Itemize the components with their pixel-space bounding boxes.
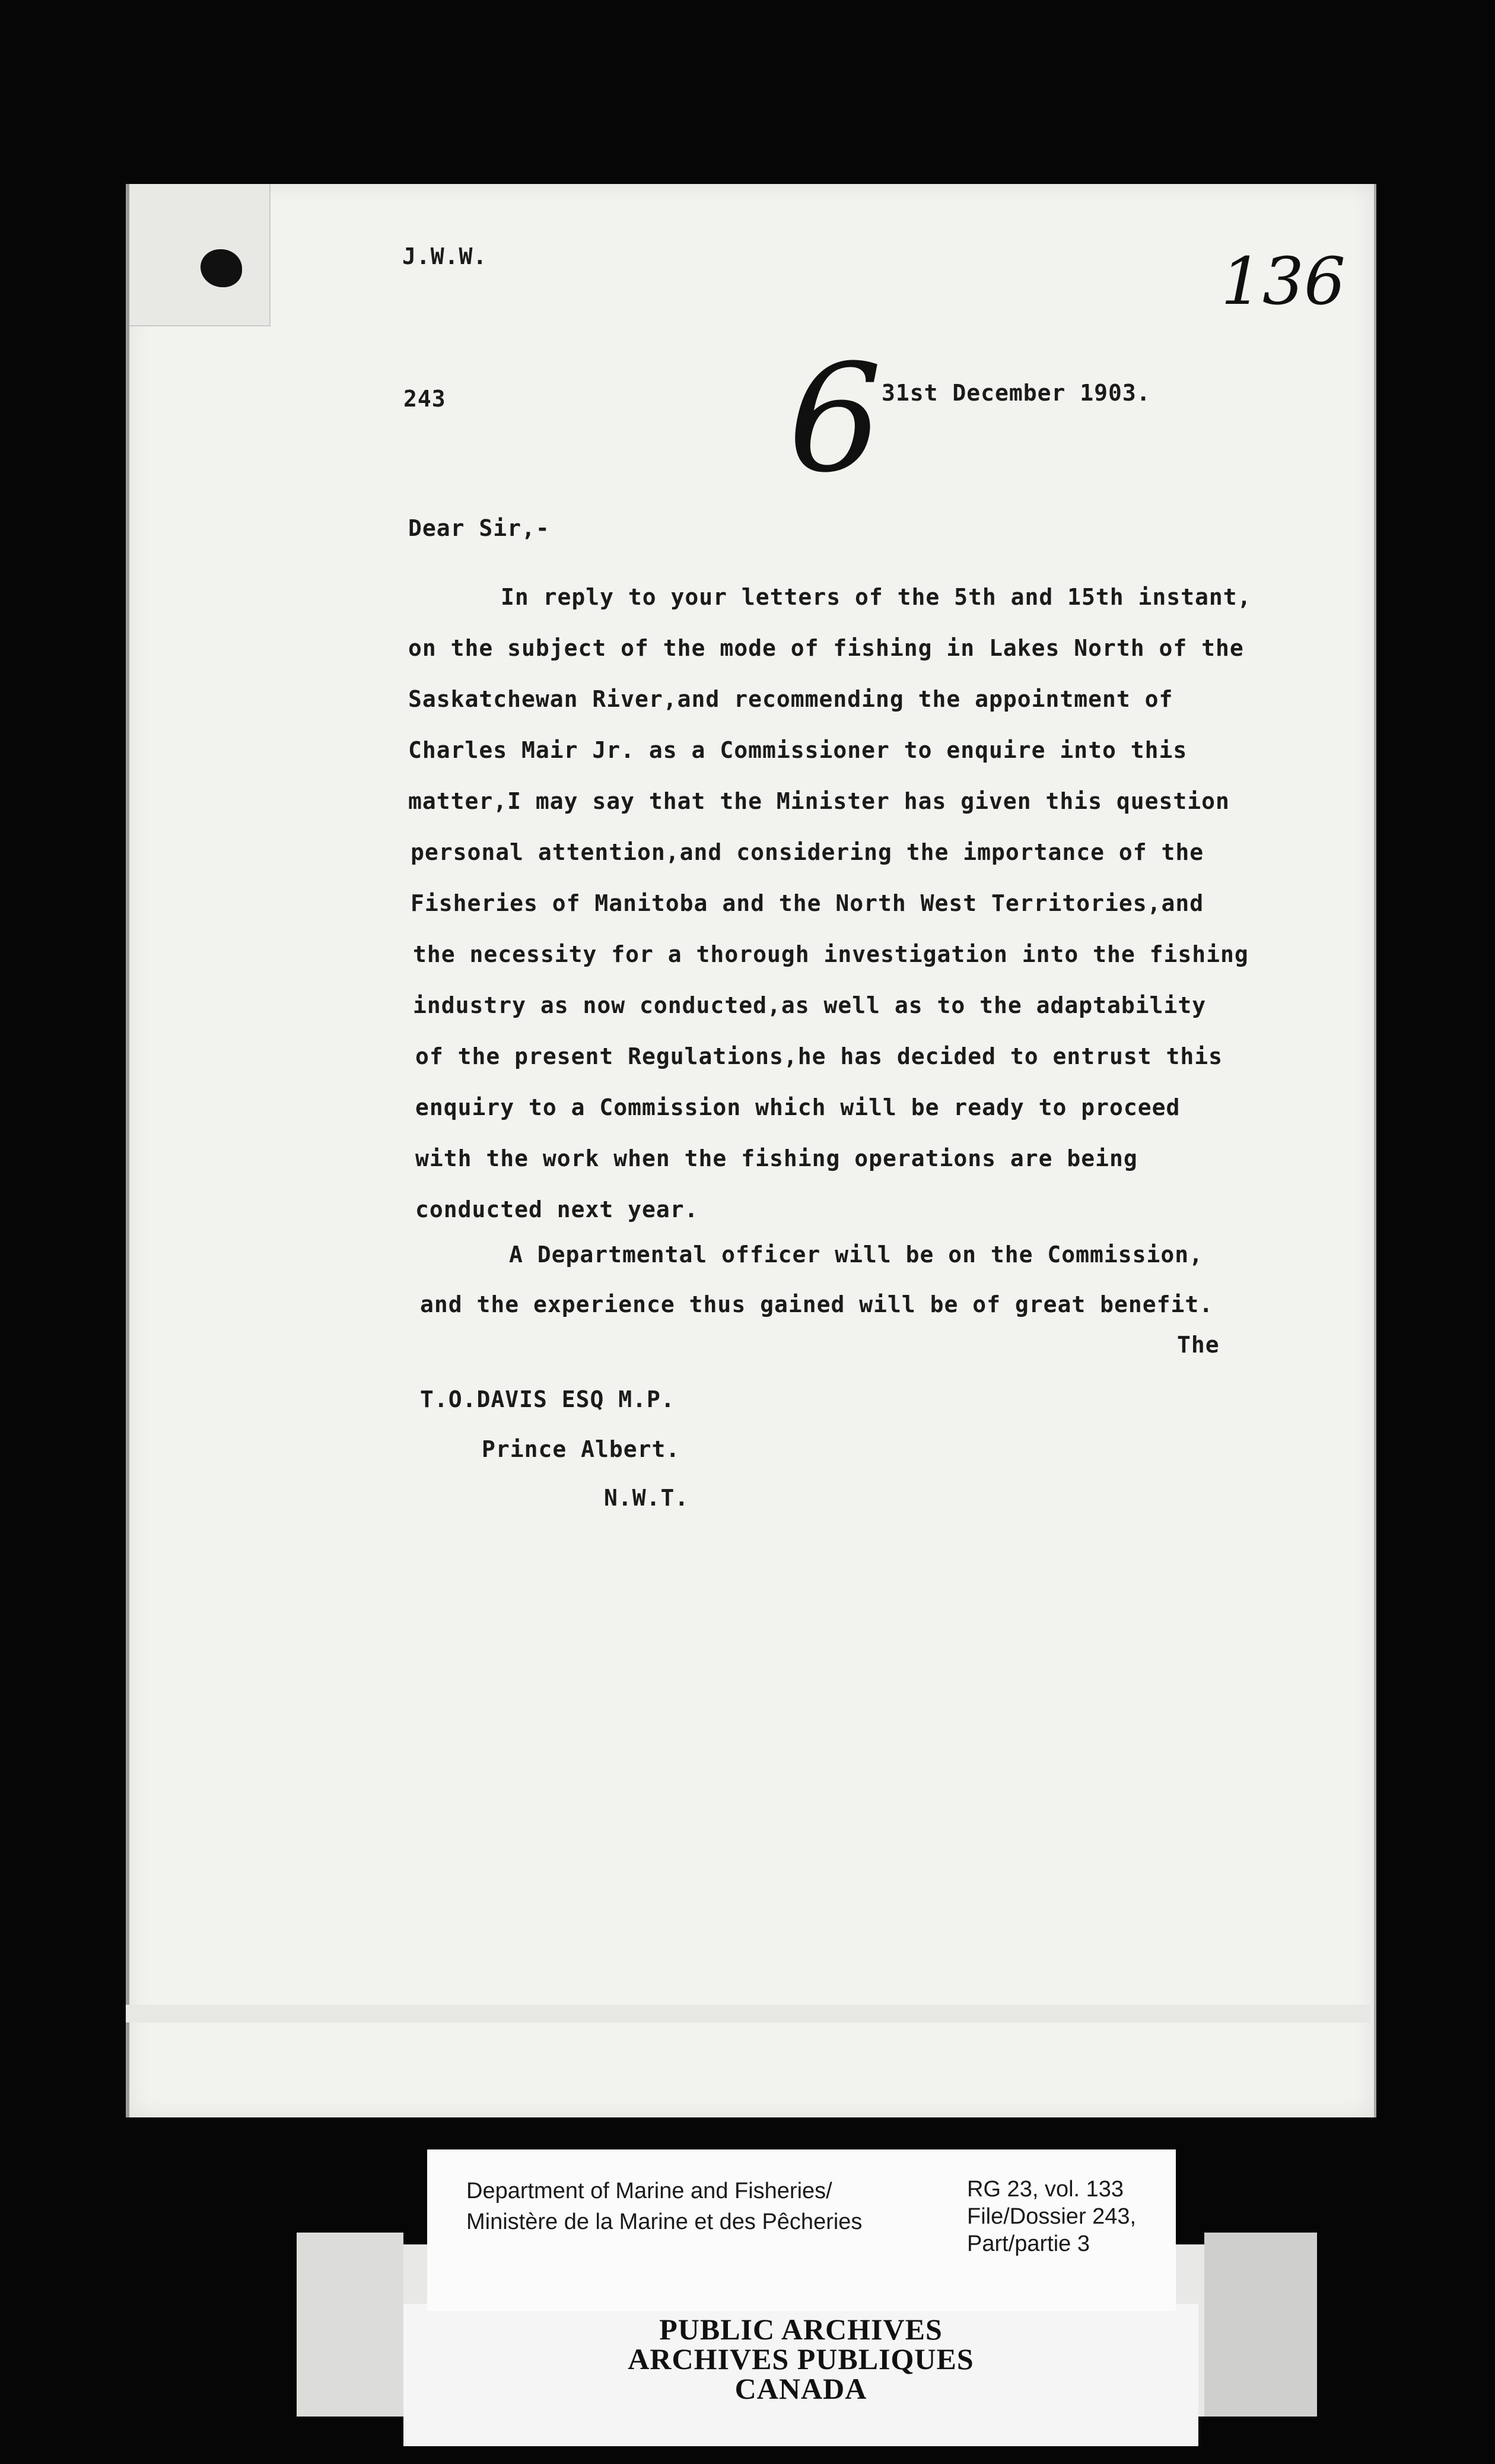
body-line: of the present Regulations,he has decided to entrust this (415, 1043, 1223, 1069)
body-line: with the work when the fishing operations are being (415, 1145, 1138, 1171)
archive-stamp (403, 2314, 1198, 2403)
body-line: matter,I may say that the Minister has given this question (408, 788, 1230, 814)
body-line: the necessity for a thorough investigation into the fishing (413, 941, 1249, 967)
initials: J.W.W. (402, 243, 488, 269)
body-line: Fisheries of Manitoba and the North West Territories,and (411, 890, 1204, 916)
folio-number: 136 (1221, 243, 1346, 319)
department-en: Department of Marine and Fisheries/ (466, 2179, 832, 2203)
addressee-city: Prince Albert. (482, 1436, 680, 1462)
body-line: conducted next year. (415, 1196, 699, 1223)
archive-reference (967, 2176, 1136, 2257)
archive-department (466, 2176, 862, 2237)
archive-label (427, 2149, 1176, 2311)
margin-note: 6 (788, 332, 883, 505)
page-bottom-strip (126, 2005, 1370, 2022)
punch-corner (129, 184, 271, 326)
stamp-backing-right (1204, 2233, 1317, 2417)
ref-line-3: Part/partie 3 (967, 2231, 1090, 2256)
body-line: A Departmental officer will be on the Commission, (509, 1241, 1204, 1268)
catchword: The (1177, 1332, 1220, 1358)
body-line: on the subject of the mode of fishing in Lakes North of the (408, 635, 1244, 661)
letter-page (126, 184, 1376, 2117)
stamp-line-1: PUBLIC ARCHIVES (659, 2313, 943, 2346)
file-number: 243 (403, 386, 446, 412)
addressee-territory: N.W.T. (604, 1485, 689, 1511)
ref-line-1: RG 23, vol. 133 (967, 2177, 1124, 2202)
salutation: Dear Sir,- (408, 515, 550, 541)
ref-line-2: File/Dossier 243, (967, 2204, 1137, 2229)
body-line: In reply to your letters of the 5th and 15th instant, (501, 584, 1252, 610)
letter-date: 31st December 1903. (882, 380, 1151, 406)
body-line: industry as now conducted,as well as to the adaptability (413, 992, 1207, 1018)
stamp-backing-left (297, 2233, 403, 2417)
body-line: and the experience thus gained will be of great benefit. (420, 1291, 1214, 1317)
body-line: personal attention,and considering the importance of the (411, 839, 1204, 865)
stamp-line-3: CANADA (734, 2372, 867, 2405)
addressee-name: T.O.DAVIS ESQ M.P. (420, 1386, 675, 1412)
body-line: Charles Mair Jr. as a Commissioner to enquire into this (408, 737, 1188, 763)
stamp-line-2: ARCHIVES PUBLIQUES (628, 2342, 974, 2376)
punch-hole (201, 249, 242, 287)
department-fr: Ministère de la Marine et des Pêcheries (466, 2209, 863, 2234)
body-line: Saskatchewan River,and recommending the appointment of (408, 686, 1173, 712)
body-line: enquiry to a Commission which will be ready to proceed (415, 1094, 1181, 1120)
